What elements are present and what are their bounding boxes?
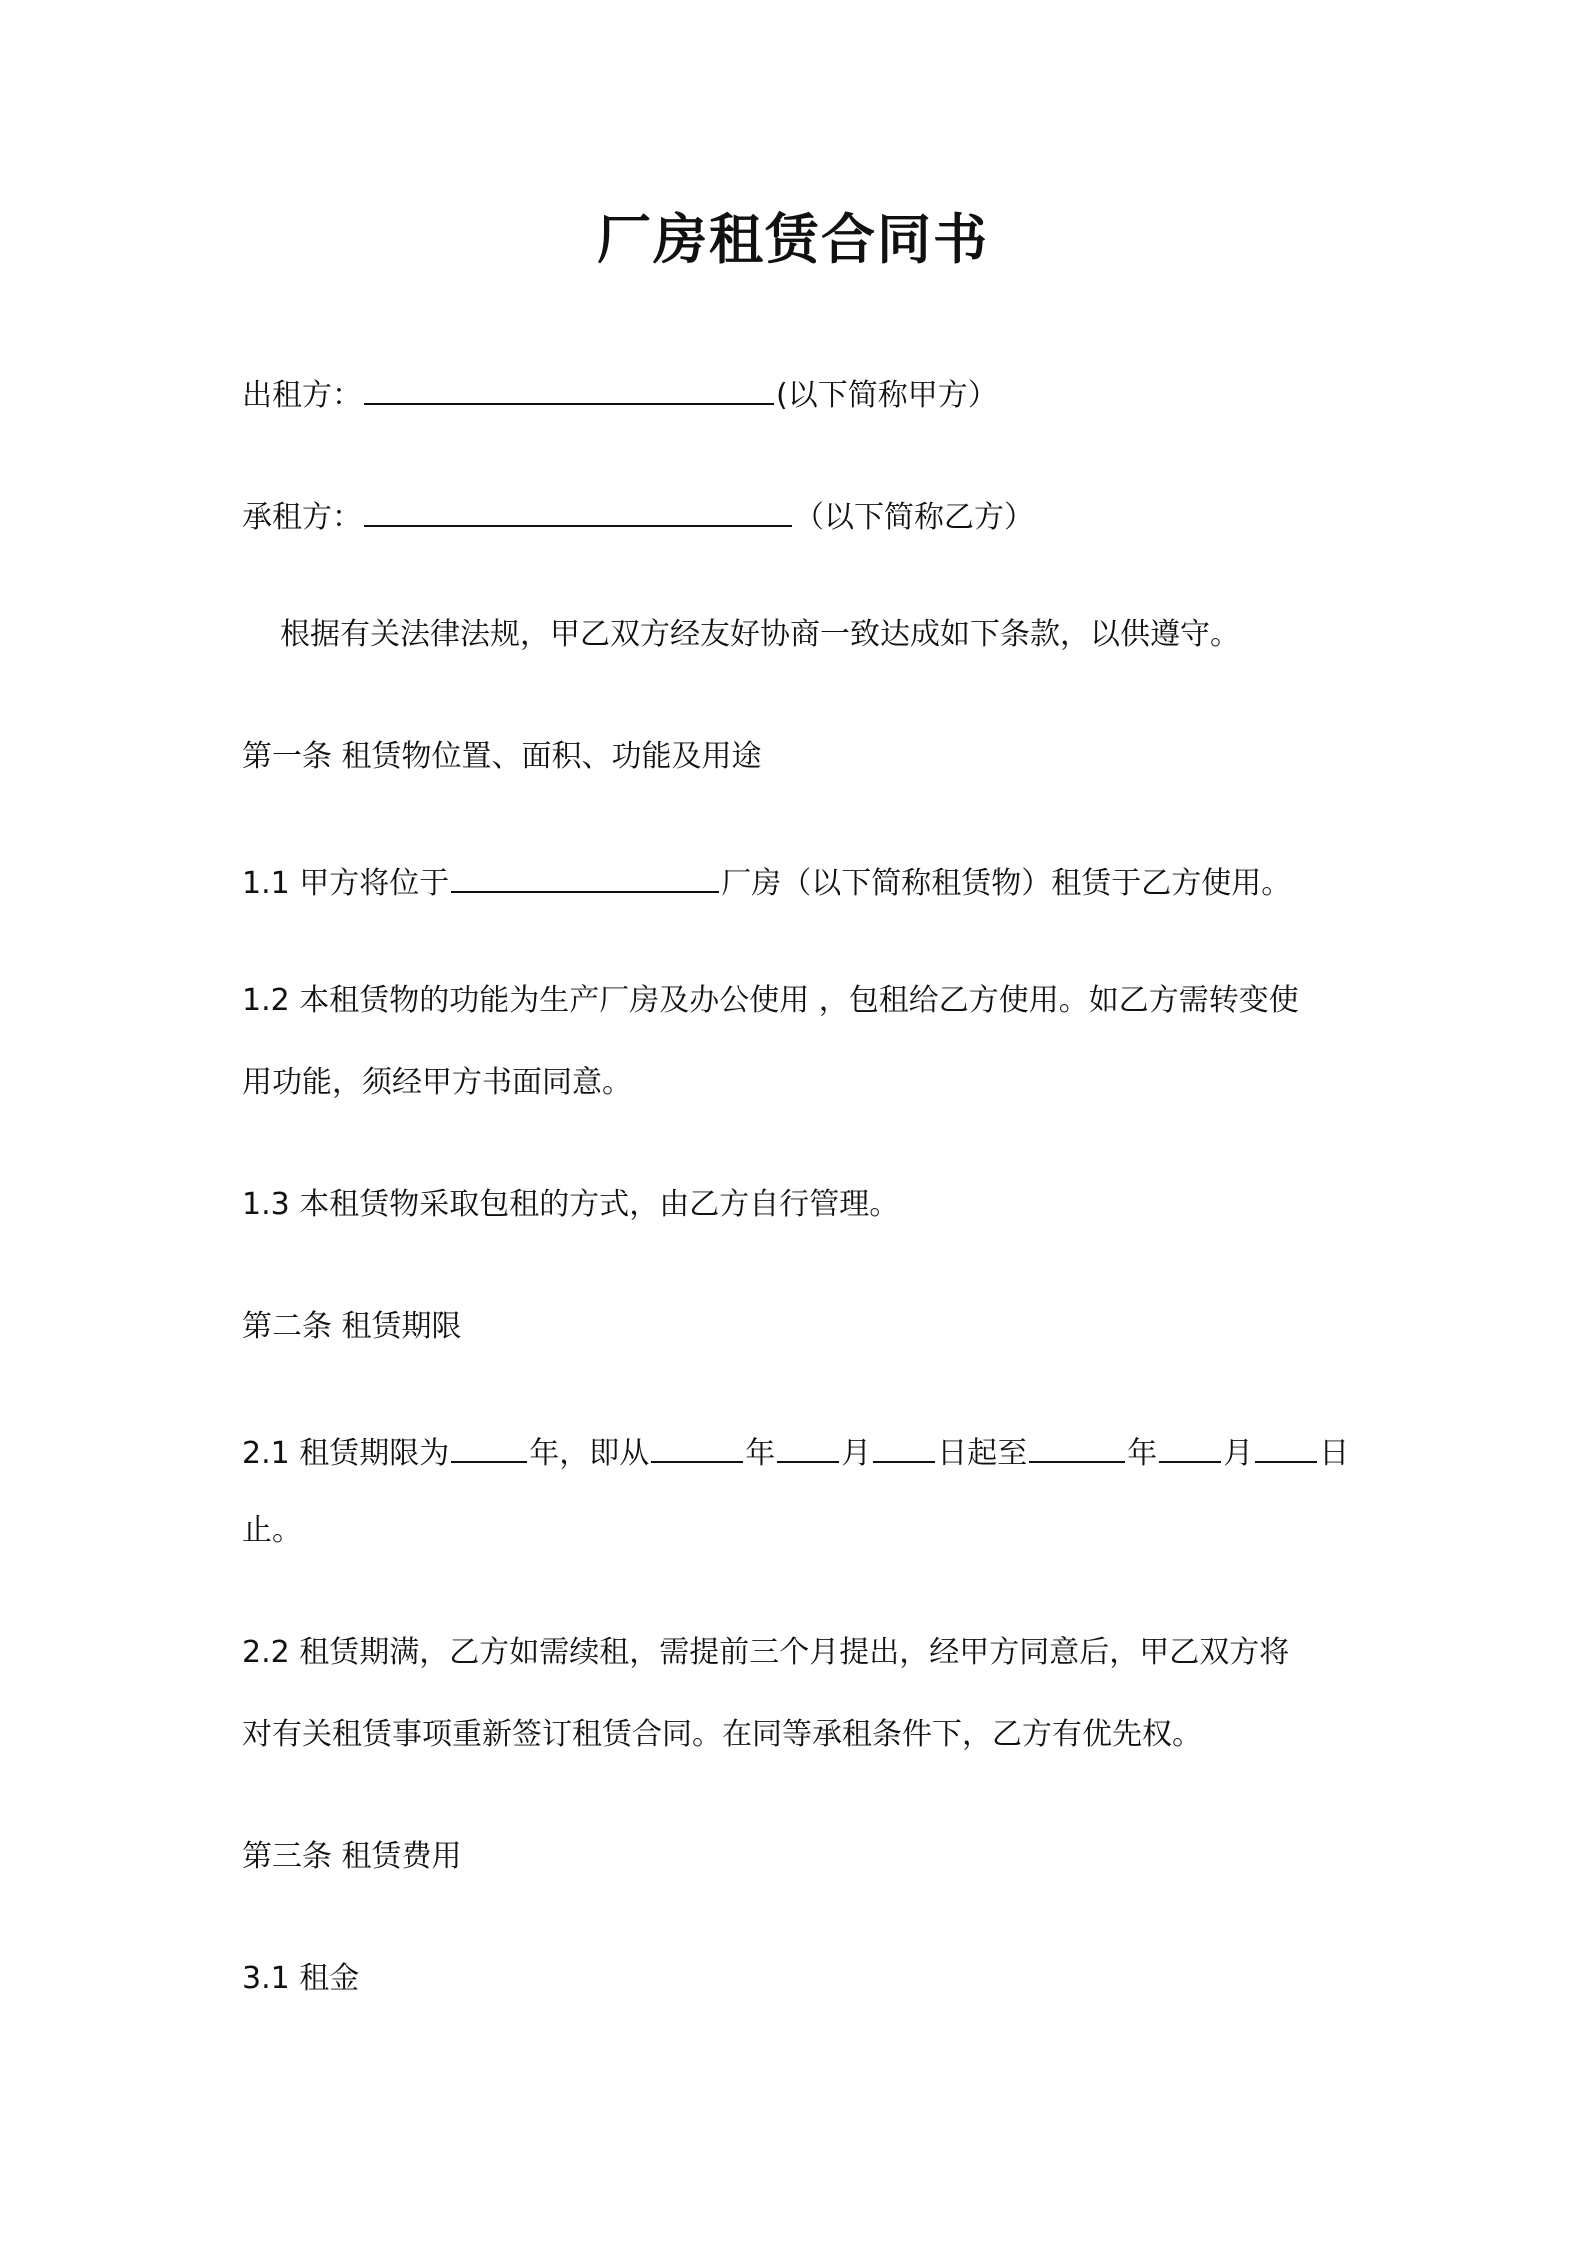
clause-2-1-line2: 止。 bbox=[242, 1513, 302, 1548]
end-year-blank[interactable] bbox=[1029, 1427, 1125, 1463]
term-years-blank[interactable] bbox=[451, 1427, 527, 1463]
article3-heading: 第三条 租赁费用 bbox=[242, 1839, 462, 1874]
clause-2-1-b: 年，即从 bbox=[529, 1436, 650, 1471]
clause-2-1-e: 日起至 bbox=[937, 1436, 1028, 1471]
clause-2-1-line1 bbox=[242, 1427, 1349, 1476]
end-month-blank[interactable] bbox=[1159, 1427, 1221, 1463]
clause-2-1-a: 2.1 租赁期限为 bbox=[242, 1436, 450, 1471]
start-month-blank[interactable] bbox=[777, 1427, 839, 1463]
lessee-blank[interactable] bbox=[364, 491, 792, 527]
clause-2-2-line1: 2.2 租赁期满，乙方如需续租，需提前三个月提出，经甲方同意后，甲乙双方将 bbox=[242, 1635, 1290, 1670]
clause-1-3: 1.3 本租赁物采取包租的方式，由乙方自行管理。 bbox=[242, 1187, 900, 1222]
clause-2-1-d: 月 bbox=[841, 1436, 872, 1471]
start-year-blank[interactable] bbox=[651, 1427, 743, 1463]
lessee-line bbox=[242, 491, 1034, 540]
lessor-line bbox=[242, 369, 998, 418]
clause-1-2-line2: 用功能，须经甲方书面同意。 bbox=[242, 1065, 632, 1100]
clause-2-1-g: 月 bbox=[1223, 1436, 1254, 1471]
clause-1-1-prefix: 1.1 甲方将位于 bbox=[242, 866, 450, 901]
lessee-suffix: （以下简称乙方） bbox=[794, 500, 1034, 535]
clause-3-1: 3.1 租金 bbox=[242, 1961, 360, 1996]
clause-2-1-c: 年 bbox=[745, 1436, 776, 1471]
clause-1-2-line1: 1.2 本租赁物的功能为生产厂房及办公使用 ，包租给乙方使用。如乙方需转变使 bbox=[242, 983, 1299, 1018]
preamble: 根据有关法律法规，甲乙双方经友好协商一致达成如下条款，以供遵守。 bbox=[280, 617, 1240, 652]
end-day-blank[interactable] bbox=[1255, 1427, 1317, 1463]
lessor-label: 出租方： bbox=[242, 378, 362, 413]
lessor-blank[interactable] bbox=[364, 369, 774, 405]
clause-1-1-suffix: 厂房（以下简称租赁物）租赁于乙方使用。 bbox=[721, 866, 1292, 901]
clause-2-1-h: 日 bbox=[1319, 1436, 1350, 1471]
lessor-suffix: (以下简称甲方） bbox=[776, 378, 998, 413]
document-title: 厂房租赁合同书 bbox=[597, 208, 989, 271]
start-day-blank[interactable] bbox=[873, 1427, 935, 1463]
lessee-label: 承租方： bbox=[242, 500, 362, 535]
clause-1-1 bbox=[242, 857, 1291, 906]
clause-2-2-line2: 对有关租赁事项重新签订租赁合同。在同等承租条件下，乙方有优先权。 bbox=[242, 1717, 1202, 1752]
location-blank[interactable] bbox=[451, 857, 719, 893]
article2-heading: 第二条 租赁期限 bbox=[242, 1309, 462, 1344]
article1-heading: 第一条 租赁物位置、面积、功能及用途 bbox=[242, 739, 762, 774]
clause-2-1-f: 年 bbox=[1127, 1436, 1158, 1471]
